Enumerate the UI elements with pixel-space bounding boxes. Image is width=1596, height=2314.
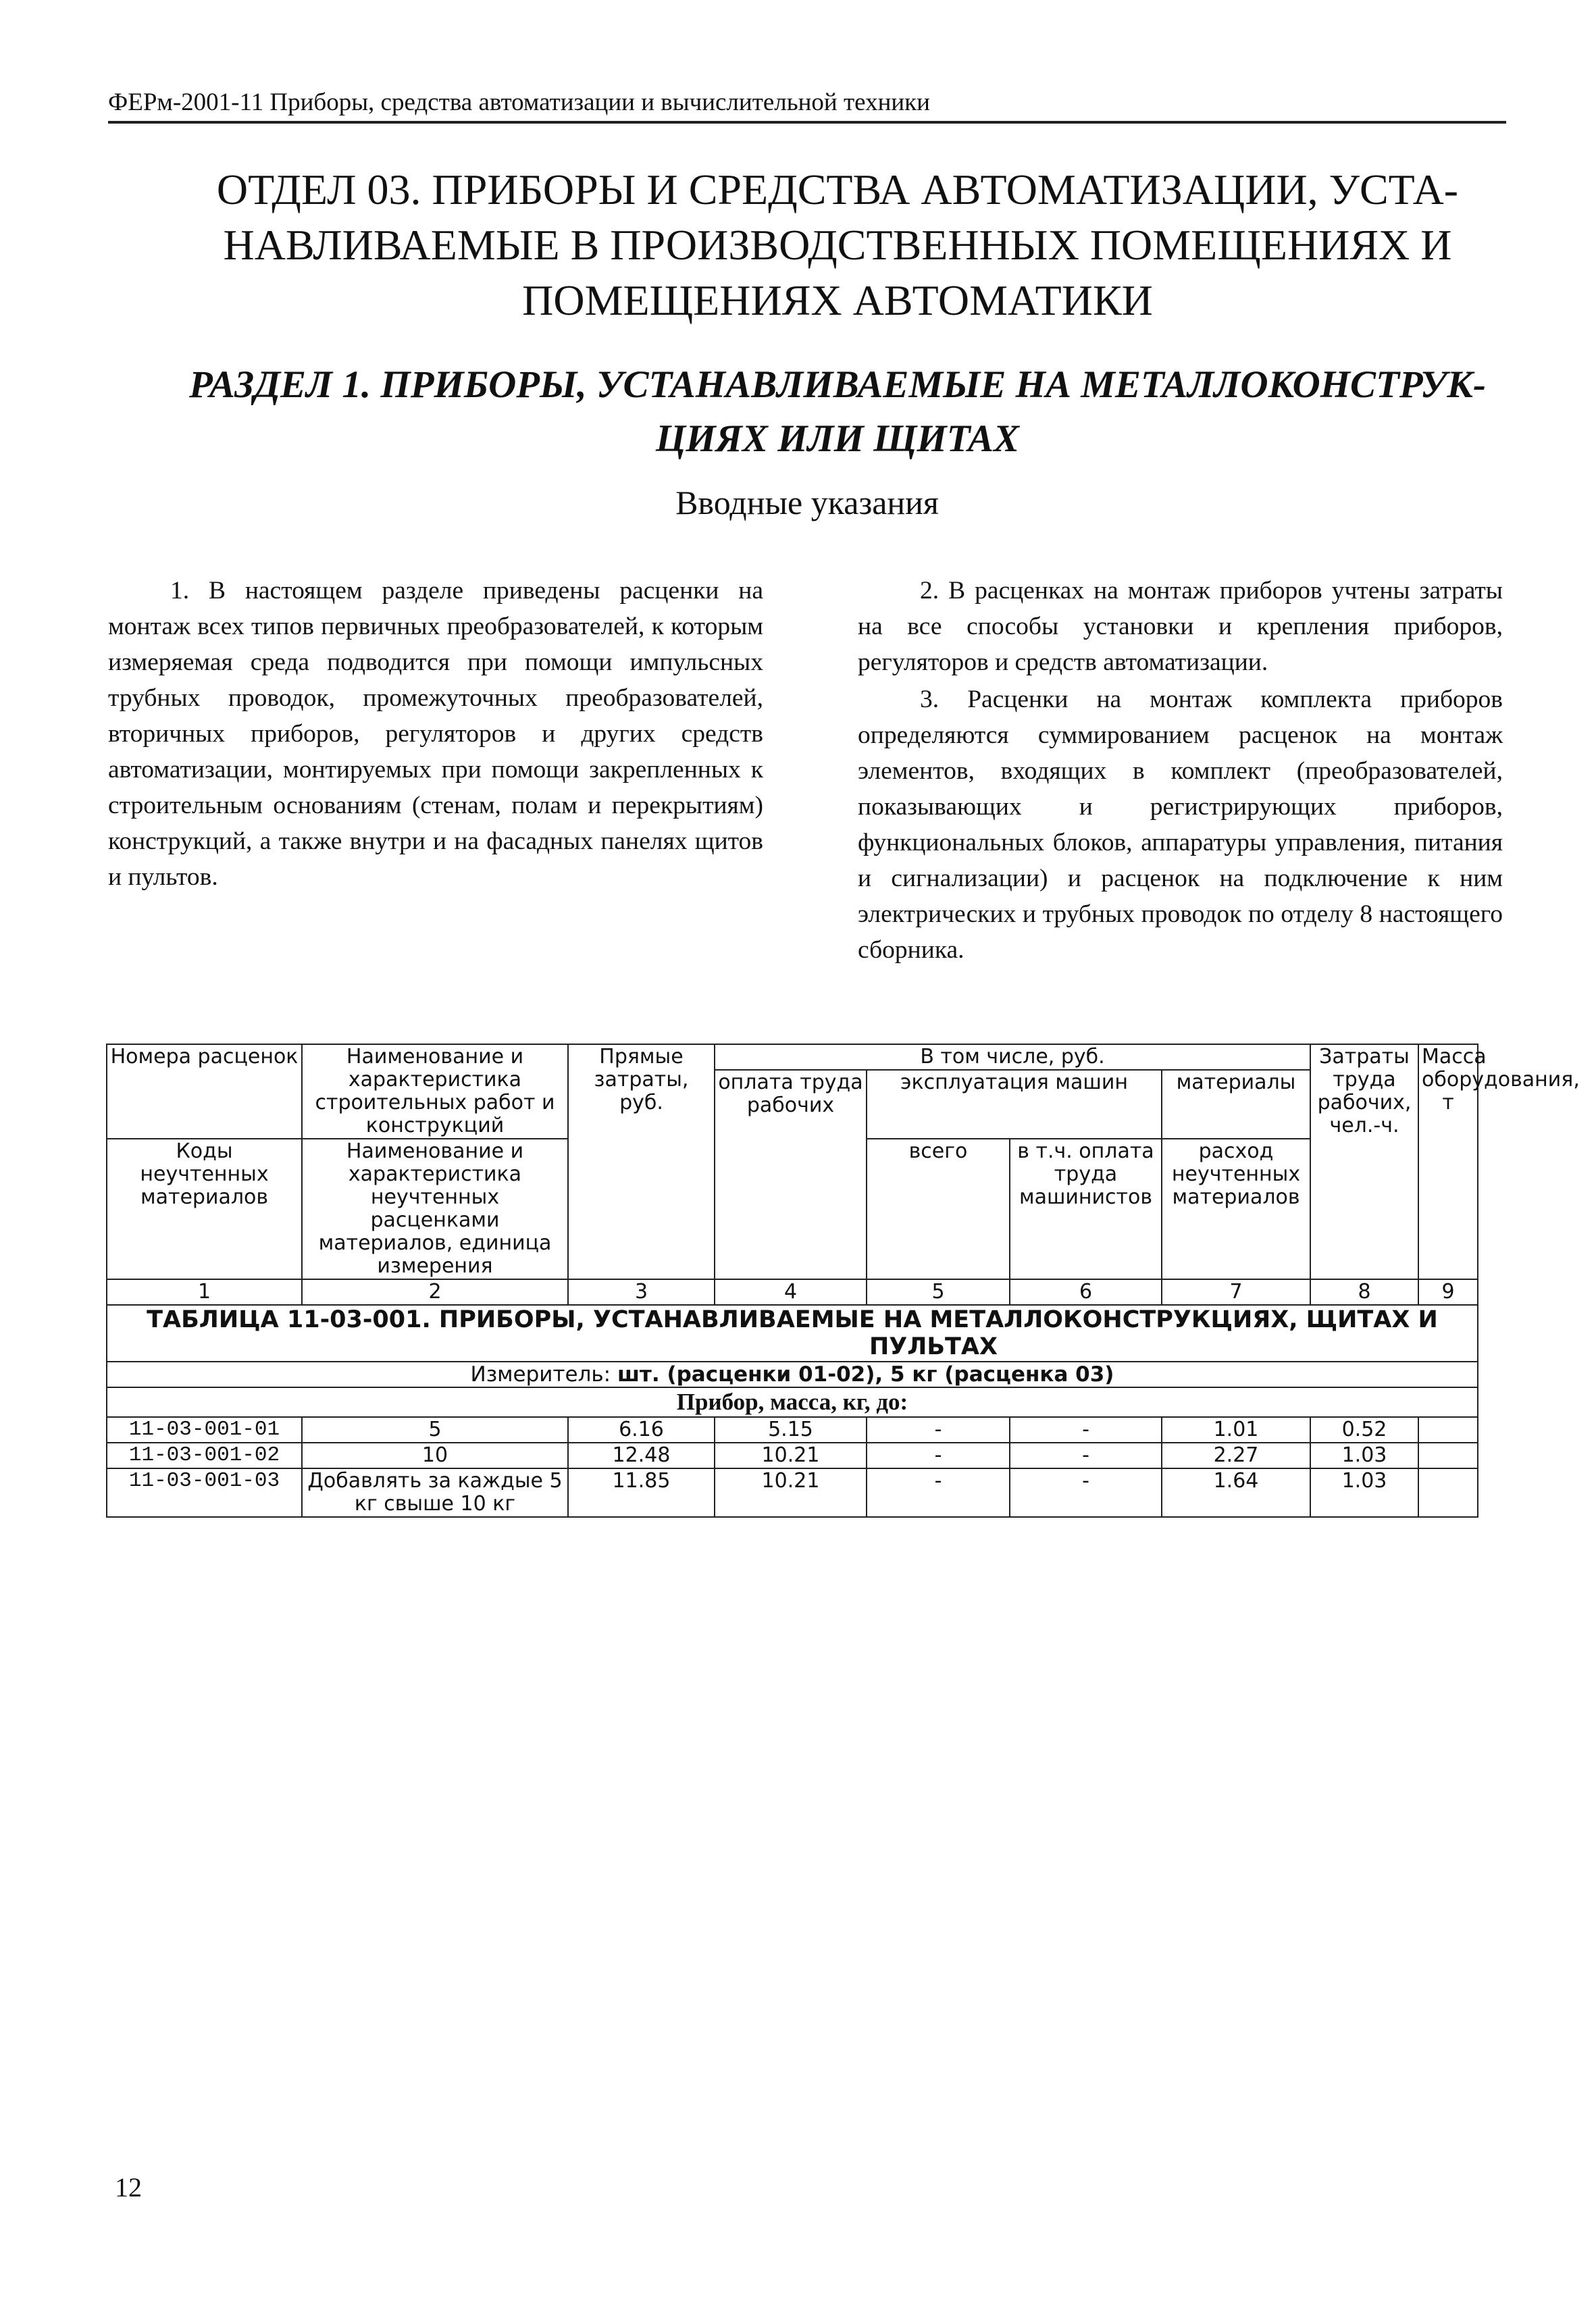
rate-name: 5 — [302, 1417, 568, 1443]
machinist-pay: - — [1010, 1417, 1162, 1443]
rate-code: 11-03-001-02 — [107, 1443, 302, 1468]
machinist-pay: - — [1010, 1443, 1162, 1468]
column-numbers-row — [107, 1279, 1478, 1305]
intro-heading: Вводные указания — [675, 484, 939, 521]
header-unaccounted-materials: расход неучтенных материалов — [1162, 1139, 1310, 1279]
equipment-mass — [1418, 1468, 1478, 1517]
direct-costs: 11.85 — [568, 1468, 715, 1517]
column-number: 4 — [715, 1279, 867, 1305]
materials: 1.01 — [1162, 1417, 1310, 1443]
intro-column-left — [108, 573, 763, 895]
intro-paragraph-1: 1. В настоящем разделе приведены расценки на монтаж всех типов первичных преобразователей, к которым измеряемая среда подводится при помощи импульсных трубных проводок, промежуточных преобразователей, вторичных приборов, регуляторов и других средств автоматизации, монтируемых при помощи закрепленных к строительным основаниям (стенам, полам и перекрытиям) конструкций, а также внутри и на фасадных панелях щитов и пультов. — [108, 577, 763, 891]
rate-code: 11-03-001-03 — [107, 1468, 302, 1517]
table-title-line-2: ПУЛЬТАХ — [869, 1333, 998, 1360]
labor-pay: 10.21 — [715, 1443, 867, 1468]
labor-pay: 10.21 — [715, 1468, 867, 1517]
column-number: 5 — [867, 1279, 1010, 1305]
labor-hours: 1.03 — [1310, 1443, 1418, 1468]
header-work-name: Наименование и характеристика строительных работ и конструкций — [302, 1044, 568, 1139]
intro-paragraph-3: 3. Расценки на монтаж комплекта приборов определяются суммированием расценок на монтаж элементов, входящих в комплект (преобразователей, показывающих и регистрирующих приборов, функциональных блоков, аппаратуры управления, питания и сигнализации) и расценок на подключение к ним электрических и трубных проводок по отделу 8 настоящего сборника. — [858, 686, 1503, 964]
intro-column-right — [858, 573, 1503, 968]
department-title: ОТДЕЛ 03. ПРИБОРЫ И СРЕДСТВА АВТОМАТИЗАЦИИ, УСТА- НАВЛИВАЕМЫЕ В ПРОИЗВОДСТВЕННЫХ ПОМЕЩЕНИЯХ И ПОМЕЩЕНИЯХ АВТОМАТИКИ — [216, 165, 1459, 324]
group-label: Прибор, масса, кг, до: — [107, 1387, 1478, 1417]
column-number: 6 — [1010, 1279, 1162, 1305]
header-labor-costs: Затраты труда рабочих, чел.-ч. — [1310, 1044, 1418, 1279]
measure-cell — [107, 1362, 1478, 1387]
column-number: 1 — [107, 1279, 302, 1305]
machine-operation: - — [867, 1443, 1010, 1468]
machine-operation: - — [867, 1417, 1010, 1443]
header-equipment-mass: Масса оборудования, т — [1418, 1044, 1478, 1279]
materials: 1.64 — [1162, 1468, 1310, 1517]
rates-table — [106, 1044, 1580, 1518]
running-header: ФЕРм-2001-11 Приборы, средства автоматизации и вычислительной техники — [108, 88, 1506, 124]
intro-paragraph-2: 2. В расценках на монтаж приборов учтены затраты на все способы установки и крепления приборов, регуляторов и средств автоматизации. — [858, 577, 1503, 676]
measure-label: Измеритель: — [470, 1362, 611, 1387]
header-labor-pay: оплата труда рабочих — [715, 1070, 867, 1279]
header-including: В том числе, руб. — [715, 1044, 1310, 1070]
materials: 2.27 — [1162, 1443, 1310, 1468]
machine-operation: - — [867, 1468, 1010, 1517]
group-row — [107, 1387, 1478, 1417]
direct-costs: 6.16 — [568, 1417, 715, 1443]
header-direct-costs: Прямые затраты, руб. — [568, 1044, 715, 1279]
column-number: 7 — [1162, 1279, 1310, 1305]
table-row — [107, 1468, 1478, 1517]
direct-costs: 12.48 — [568, 1443, 715, 1468]
table-title — [107, 1305, 1478, 1362]
section-title: РАЗДЕЛ 1. ПРИБОРЫ, УСТАНАВЛИВАЕМЫЕ НА МЕТАЛЛОКОНСТРУК- ЦИЯХ ИЛИ ЩИТАХ — [189, 363, 1486, 460]
labor-hours: 1.03 — [1310, 1468, 1418, 1517]
labor-pay: 5.15 — [715, 1417, 867, 1443]
page-number: 12 — [115, 2172, 142, 2203]
table-row — [107, 1443, 1478, 1468]
table-row — [107, 1417, 1478, 1443]
labor-hours: 0.52 — [1310, 1417, 1418, 1443]
equipment-mass — [1418, 1443, 1478, 1468]
column-number: 3 — [568, 1279, 715, 1305]
header-material-name: Наименование и характеристика неучтенных расценками материалов, единица измерения — [302, 1139, 568, 1279]
header-machine-operation: эксплуатация машин — [867, 1070, 1162, 1139]
header-material-codes: Коды неучтенных материалов — [107, 1139, 302, 1279]
rate-code: 11-03-001-01 — [107, 1417, 302, 1443]
header-rate-numbers: Номера расценок — [107, 1044, 302, 1139]
rate-name: Добавлять за каждые 5 кг свыше 10 кг — [302, 1468, 568, 1517]
measure-value: шт. (расценки 01-02), 5 кг (расценка 03) — [617, 1362, 1114, 1387]
header-machinist-pay: в т.ч. оплата труда машинистов — [1010, 1139, 1162, 1279]
column-number: 9 — [1418, 1279, 1478, 1305]
rate-name: 10 — [302, 1443, 568, 1468]
header-materials: материалы — [1162, 1070, 1310, 1139]
machinist-pay: - — [1010, 1468, 1162, 1517]
column-number: 8 — [1310, 1279, 1418, 1305]
table-title-line-1: ТАБЛИЦА 11-03-001. ПРИБОРЫ, УСТАНАВЛИВАЕМЫЕ НА МЕТАЛЛОКОНСТРУКЦИЯХ, ЩИТАХ И — [147, 1306, 1438, 1333]
measure-row — [107, 1362, 1478, 1387]
table-title-row — [107, 1305, 1478, 1362]
header-total: всего — [867, 1139, 1010, 1279]
header-row-1 — [107, 1044, 1478, 1070]
equipment-mass — [1418, 1417, 1478, 1443]
column-number: 2 — [302, 1279, 568, 1305]
